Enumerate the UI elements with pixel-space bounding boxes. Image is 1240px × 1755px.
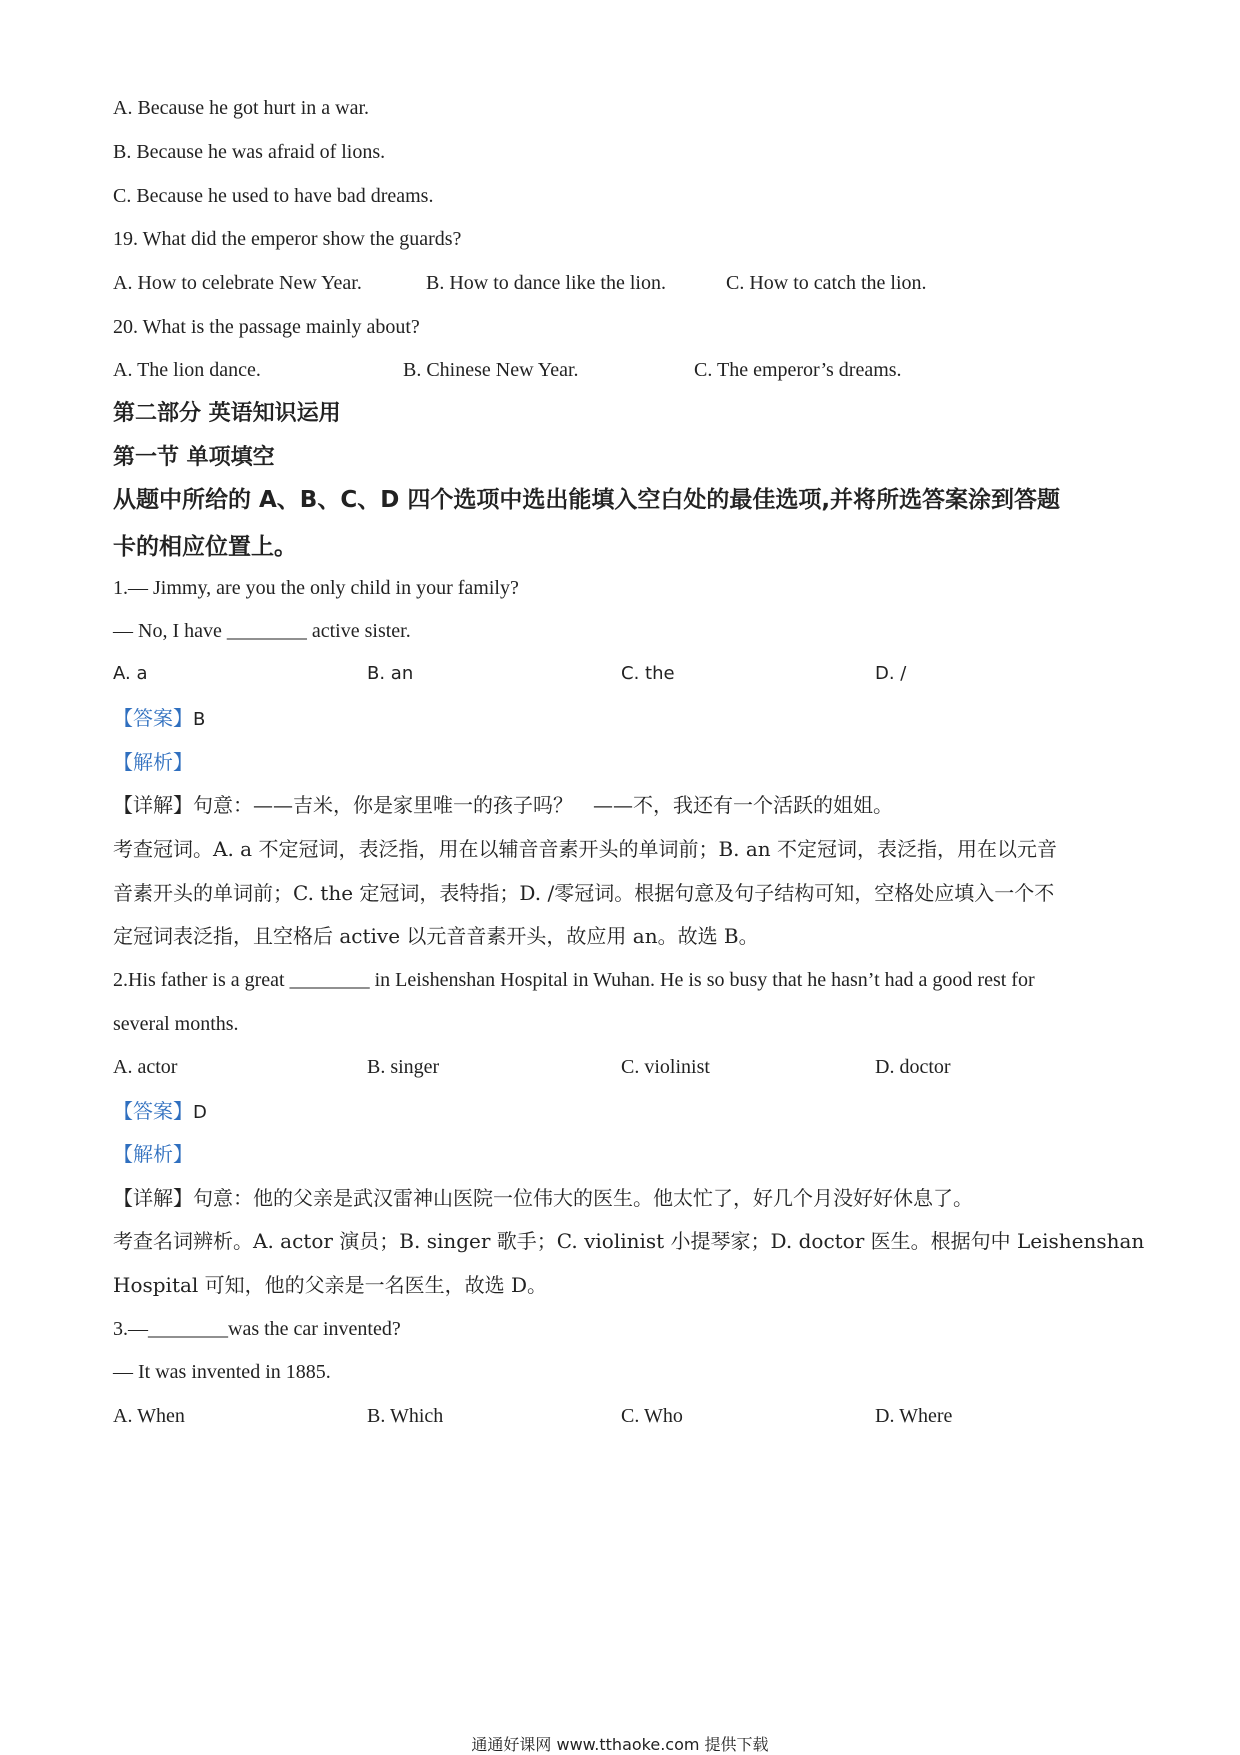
q3-option-a: A. When [113, 1405, 185, 1427]
q1-detail: 【详解】句意：——吉米，你是家里唯一的孩子吗？ ——不，我还有一个活跃的姐姐。 [113, 793, 893, 817]
q2-option-d: D. doctor [875, 1056, 951, 1078]
q19-option-a: A. How to celebrate New Year. [113, 272, 362, 294]
q20-option-b: B. Chinese New Year. [403, 359, 579, 381]
q2-answer [113, 1101, 207, 1122]
instruction-line-1: 从题中所给的 A、B、C、D 四个选项中选出能填入空白处的最佳选项,并将所选答案涂到答题 [113, 487, 1061, 513]
answer-value: B [193, 709, 206, 730]
q1-option-a: A. a [113, 663, 148, 684]
page-footer: 通通好课网 www.tthaoke.com 提供下载 [471, 1735, 769, 1754]
answer-label: 【答案】 [113, 1099, 193, 1123]
q2-question-line-2: several months. [113, 1013, 239, 1035]
q19-option-c: C. How to catch the lion. [726, 272, 927, 294]
q2-explanation-line-1: 考查名词辨析。A. actor 演员；B. singer 歌手；C. violinist 小提琴家；D. doctor 医生。根据句中 Leishenshan [113, 1229, 1145, 1253]
q1-explanation-line-2: 音素开头的单词前；C. the 定冠词，表特指；D. /零冠词。根据句意及句子结构可知，空格处应填入一个不 [113, 881, 1055, 905]
q1-question-line-1: 1.— Jimmy, are you the only child in your family? [113, 577, 519, 599]
q3-option-d: D. Where [875, 1405, 953, 1427]
q2-option-c: C. violinist [621, 1056, 710, 1078]
q20-option-a: A. The lion dance. [113, 359, 261, 381]
option-c: C. Because he used to have bad dreams. [113, 185, 434, 207]
q1-option-d: D. / [875, 663, 907, 684]
q1-option-c: C. the [621, 663, 675, 684]
q2-option-a: A. actor [113, 1056, 178, 1078]
q2-question-line-1: 2.His father is a great ________ in Leishenshan Hospital in Wuhan. He is so busy that he hasn’t had a good rest for [113, 969, 1035, 991]
option-a: A. Because he got hurt in a war. [113, 97, 370, 119]
q20-option-c: C. The emperor’s dreams. [694, 359, 902, 381]
question-20: 20. What is the passage mainly about? [113, 316, 420, 338]
q2-explanation-line-2: Hospital 可知，他的父亲是一名医生，故选 D。 [113, 1273, 548, 1297]
part-heading: 第二部分 英语知识运用 [113, 401, 341, 426]
q1-answer [113, 708, 205, 729]
q2-detail: 【详解】句意：他的父亲是武汉雷神山医院一位伟大的医生。他太忙了，好几个月没好好休息了。 [113, 1186, 973, 1210]
section-heading: 第一节 单项填空 [113, 445, 275, 470]
q1-question-line-2: — No, I have ________ active sister. [113, 620, 411, 642]
q1-option-b: B. an [367, 663, 414, 684]
answer-label: 【答案】 [113, 706, 193, 730]
q3-question-line-2: — It was invented in 1885. [113, 1361, 331, 1383]
answer-value: D [193, 1102, 207, 1123]
q19-option-b: B. How to dance like the lion. [426, 272, 666, 294]
q1-explanation-line-3: 定冠词表泛指，且空格后 active 以元音音素开头，故应用 an。故选 B。 [113, 924, 759, 948]
question-19: 19. What did the emperor show the guards? [113, 228, 462, 250]
q2-analysis-label: 【解析】 [113, 1142, 193, 1166]
q2-option-b: B. singer [367, 1056, 440, 1078]
q3-question-line-1: 3.—________was the car invented? [113, 1318, 401, 1340]
q3-option-c: C. Who [621, 1405, 683, 1427]
q1-explanation-line-1: 考查冠词。A. a 不定冠词，表泛指，用在以辅音音素开头的单词前；B. an 不定冠词，表泛指，用在以元音 [113, 837, 1058, 861]
q1-analysis-label: 【解析】 [113, 750, 193, 774]
instruction-line-2: 卡的相应位置上。 [113, 534, 297, 560]
option-b: B. Because he was afraid of lions. [113, 141, 386, 163]
q3-option-b: B. Which [367, 1405, 444, 1427]
